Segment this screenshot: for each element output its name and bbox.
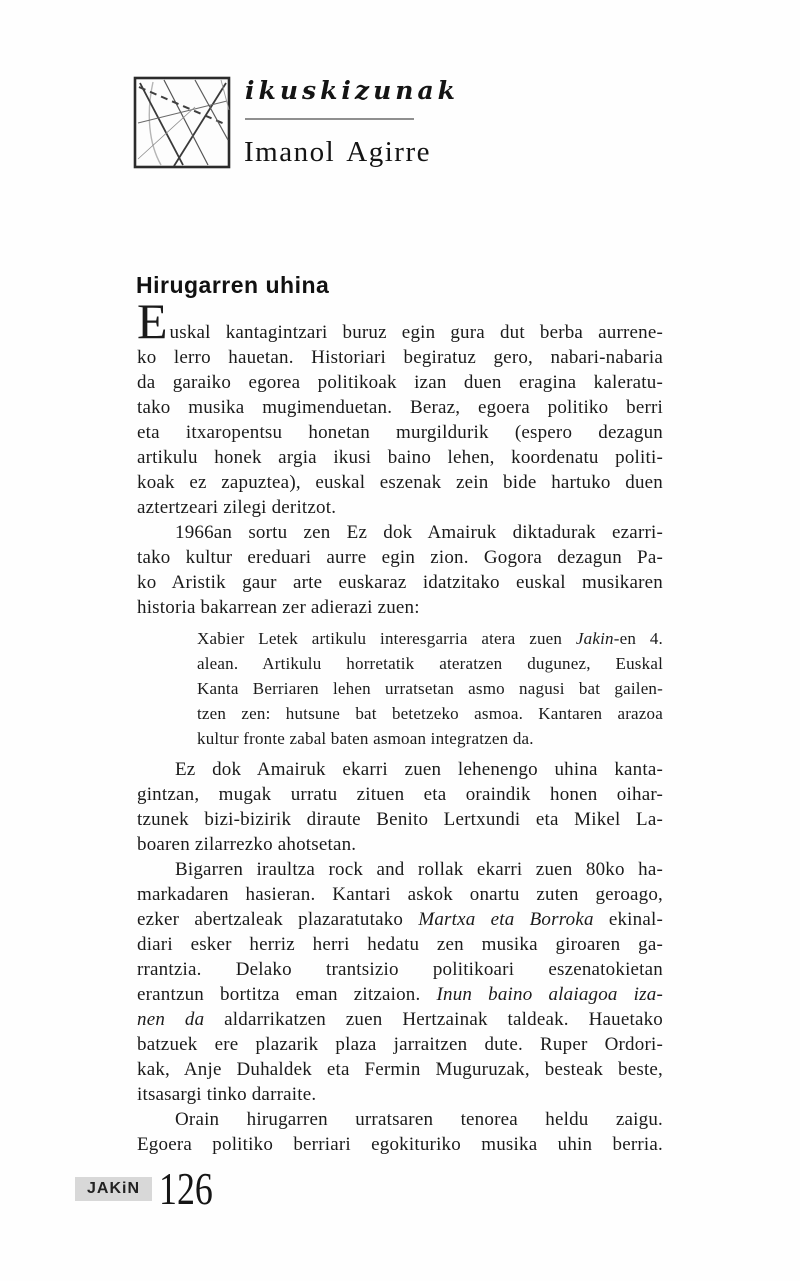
text-segment: Xabier Letek artikulu interesgarria atera zuen	[197, 629, 576, 648]
text-segment: ezker abertzaleak plazaratutako	[137, 909, 419, 930]
text-segment: Bigarren iraultza rock and rollak ekarri zuen 80ko ha-	[175, 859, 663, 880]
text-line	[137, 1082, 663, 1107]
text-line	[137, 520, 663, 545]
text-line	[137, 807, 663, 832]
text-segment: artikulu honek argia ikusi baino lehen, koordenatu politi-	[137, 447, 663, 468]
text-segment: erantzun bortitza eman zitzaion.	[137, 984, 437, 1005]
paragraph	[137, 857, 663, 1107]
text-line	[137, 832, 663, 857]
italic-text: Jakin	[575, 629, 614, 648]
text-segment: aldarrikatzen zuen Hertzainak taldeak. Hauetako	[204, 1009, 663, 1030]
text-segment: rrantzia. Delako trantsizio politikoari eszenatokietan	[137, 959, 663, 980]
text-line	[137, 782, 663, 807]
text-line	[137, 1007, 663, 1032]
text-segment: tzen zen: hutsune bat betetzeko asmoa. Kantaren arazoa	[197, 704, 663, 723]
text-segment: alean. Artikulu horretatik ateratzen dugunez, Euskal	[197, 654, 663, 673]
text-segment: ko Aristik gaur arte euskaraz idatzitako euskal musikaren	[137, 572, 663, 593]
section-title: ikuskizunak	[245, 76, 459, 105]
blockquote	[197, 626, 663, 751]
text-segment: Orain hirugarren urratsaren tenorea heldu zaigu.	[175, 1109, 663, 1130]
text-line	[137, 495, 663, 520]
text-segment: aztertzeari zilegi deritzot.	[137, 497, 337, 518]
text-segment: gintzan, mugak urratu zituen eta oraindik honen oihar-	[137, 784, 663, 805]
text-line	[137, 882, 663, 907]
text-line	[197, 676, 663, 701]
text-line	[137, 982, 663, 1007]
text-line	[137, 545, 663, 570]
abstract-logo-icon	[133, 76, 231, 169]
drop-cap: E	[137, 293, 168, 349]
text-segment: ekinal-	[593, 909, 663, 930]
text-segment: ko lerro hauetan. Historiari begiratuz gero, nabari-nabaria	[137, 347, 663, 368]
text-segment: kultur fronte zabal baten asmoan integratzen da.	[197, 729, 534, 748]
text-segment: tzunek bizi-bizirik diraute Benito Lertxundi eta Mikel La-	[137, 809, 663, 830]
paragraph	[137, 757, 663, 857]
text-line	[137, 932, 663, 957]
text-segment: boaren zilarrezko ahotsetan.	[137, 834, 357, 855]
text-line	[137, 370, 663, 395]
text-segment: itsasargi tinko darraite.	[137, 1084, 317, 1105]
text-line	[197, 726, 663, 751]
text-segment: Egoera politiko berriari egokituriko musika uhin berria.	[137, 1134, 663, 1155]
italic-text: Martxa eta Borroka	[418, 909, 594, 930]
text-line	[137, 470, 663, 495]
text-line	[137, 857, 663, 882]
text-line	[137, 1107, 663, 1132]
publisher-name: JAKiN	[86, 1180, 140, 1197]
text-line	[137, 420, 663, 445]
page-number: 126	[159, 1163, 213, 1214]
text-line	[137, 1132, 663, 1157]
text-segment: 1966an sortu zen Ez dok Amairuk diktadurak ezarri-	[175, 522, 663, 543]
paragraph	[137, 293, 663, 520]
text-segment: Ez dok Amairuk ekarri zuen lehenengo uhina kanta-	[175, 759, 663, 780]
text-segment: tako musika mugimenduetan. Beraz, egoera politiko berri	[137, 397, 663, 418]
text-segment: kak, Anje Duhaldek eta Fermin Muguruzak, besteak beste,	[137, 1059, 663, 1080]
text-line	[137, 595, 663, 620]
text-line	[197, 651, 663, 676]
text-segment: uskal kantagintzari buruz egin gura dut berba aurrene-	[169, 322, 663, 343]
text-segment: -en 4.	[613, 629, 663, 648]
text-line	[137, 1057, 663, 1082]
text-line	[137, 345, 663, 370]
paragraph	[137, 520, 663, 620]
text-line	[197, 626, 663, 651]
italic-text: nen da	[137, 1009, 205, 1030]
publisher-badge	[75, 1177, 152, 1201]
author-name: Imanol Agirre	[244, 136, 431, 168]
text-line	[137, 757, 663, 782]
text-segment: koak ez zapuztea), euskal eszenak zein bide hartuko duen	[137, 472, 663, 493]
text-segment: batzuek ere plazarik plaza jarraitzen dute. Ruper Ordori-	[137, 1034, 663, 1055]
article-body	[137, 293, 663, 1157]
text-segment: da garaiko egorea politikoak izan duen eragina kaleratu-	[137, 372, 663, 393]
text-line	[137, 395, 663, 420]
text-segment: Kanta Berriaren lehen urratsetan asmo nagusi bat gailen-	[197, 679, 663, 698]
italic-text: Inun baino alaiagoa iza-	[436, 984, 663, 1005]
text-line	[137, 293, 663, 349]
article-title: Hirugarren uhina	[136, 272, 330, 298]
text-line	[197, 701, 663, 726]
text-segment: markadaren hasieran. Kantari askok onartu zuten geroago,	[137, 884, 663, 905]
text-line	[137, 570, 663, 595]
text-segment: historia bakarrean zer adierazi zuen:	[137, 597, 420, 618]
text-line	[137, 907, 663, 932]
text-line	[137, 1032, 663, 1057]
text-line	[137, 957, 663, 982]
header-divider	[245, 118, 414, 120]
text-segment: diari esker herriz herri hedatu zen musika giroaren ga-	[137, 934, 663, 955]
text-line	[137, 445, 663, 470]
text-segment: tako kultur ereduari aurre egin zion. Gogora dezagun Pa-	[137, 547, 663, 568]
paragraph	[137, 1107, 663, 1157]
text-segment: eta itxaropentsu honetan murgildurik (espero dezagun	[137, 422, 663, 443]
